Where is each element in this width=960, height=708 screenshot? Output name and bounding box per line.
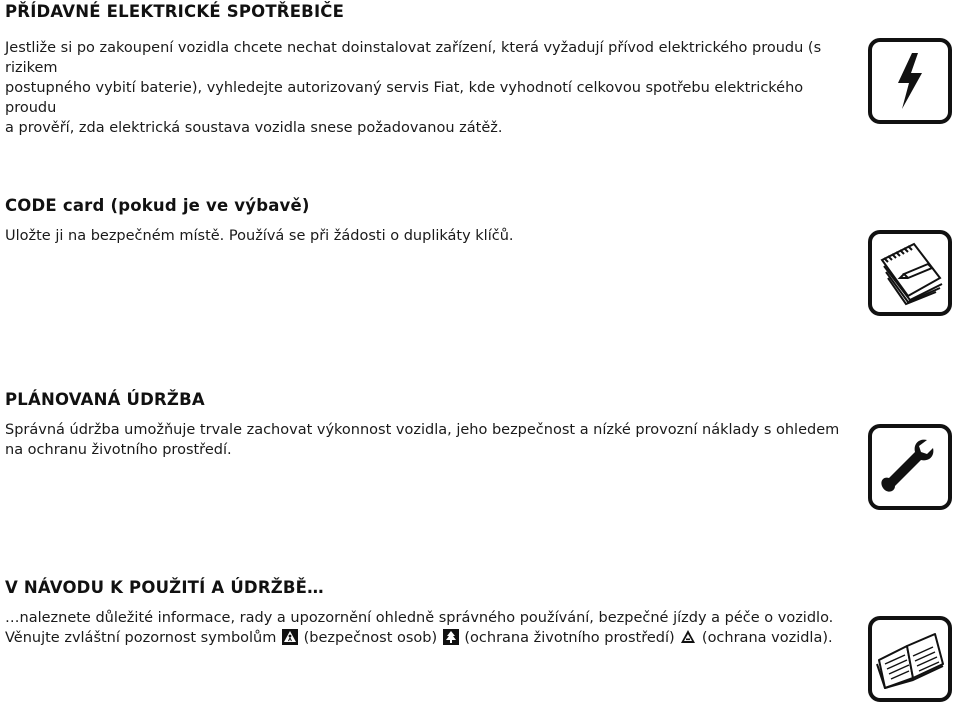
wrench-icon <box>868 424 952 510</box>
para-maintenance-line1: Správná údržba umožňuje trvale zachovat výkonnost vozidla, jeho bezpečnost a nízké provozní náklady s ohledem <box>5 422 840 438</box>
people-safety-symbol-icon <box>282 629 298 645</box>
open-book-icon <box>868 616 952 702</box>
heading-manual: V NÁVODU K POUŽITÍ A ÚDRŽBĚ… <box>5 578 324 597</box>
environment-symbol-icon <box>443 629 459 645</box>
para-electrical-line2: postupného vybití baterie), vyhledejte autorizovaný servis Fiat, kde vyhodnotí celkovou spotřebu elektrického proudu <box>5 80 804 116</box>
section-code-card <box>5 196 855 246</box>
para-manual-line1: …naleznete důležité informace, rady a upozornění ohledně správného používání, bezpečné jízdy a péče o vozidlo. <box>5 610 834 626</box>
para-maintenance-line2: na ochranu životního prostředí. <box>5 442 232 458</box>
para-code-card: Uložte ji na bezpečném místě. Používá se při žádosti o duplikáty klíčů. <box>5 228 514 244</box>
symbols-intro: Věnujte zvláštní pozornost symbolům <box>5 630 277 646</box>
section-manual <box>5 578 855 648</box>
label-people-safety: (bezpečnost osob) <box>303 630 438 646</box>
notebook-pencil-icon <box>868 230 952 316</box>
vehicle-protection-symbol-icon <box>680 629 696 645</box>
label-environment: (ochrana životního prostředí) <box>464 630 675 646</box>
para-electrical-line1: Jestliže si po zakoupení vozidla chcete nechat doinstalovat zařízení, která vyžadují přívod elektrického proudu (s rizikem <box>5 40 822 76</box>
lightning-bolt-icon <box>868 38 952 124</box>
heading-code-card: CODE card (pokud je ve výbavě) <box>5 196 310 215</box>
para-manual-line2 <box>5 628 855 648</box>
section-electrical <box>5 2 855 138</box>
label-vehicle-protection: (ochrana vozidla). <box>701 630 833 646</box>
heading-maintenance: PLÁNOVANÁ ÚDRŽBA <box>5 390 205 409</box>
section-maintenance <box>5 390 855 460</box>
heading-electrical: PŘÍDAVNÉ ELEKTRICKÉ SPOTŘEBIČE <box>5 2 345 21</box>
para-electrical-line3: a prověří, zda elektrická soustava vozidla snese požadovanou zátěž. <box>5 120 503 136</box>
